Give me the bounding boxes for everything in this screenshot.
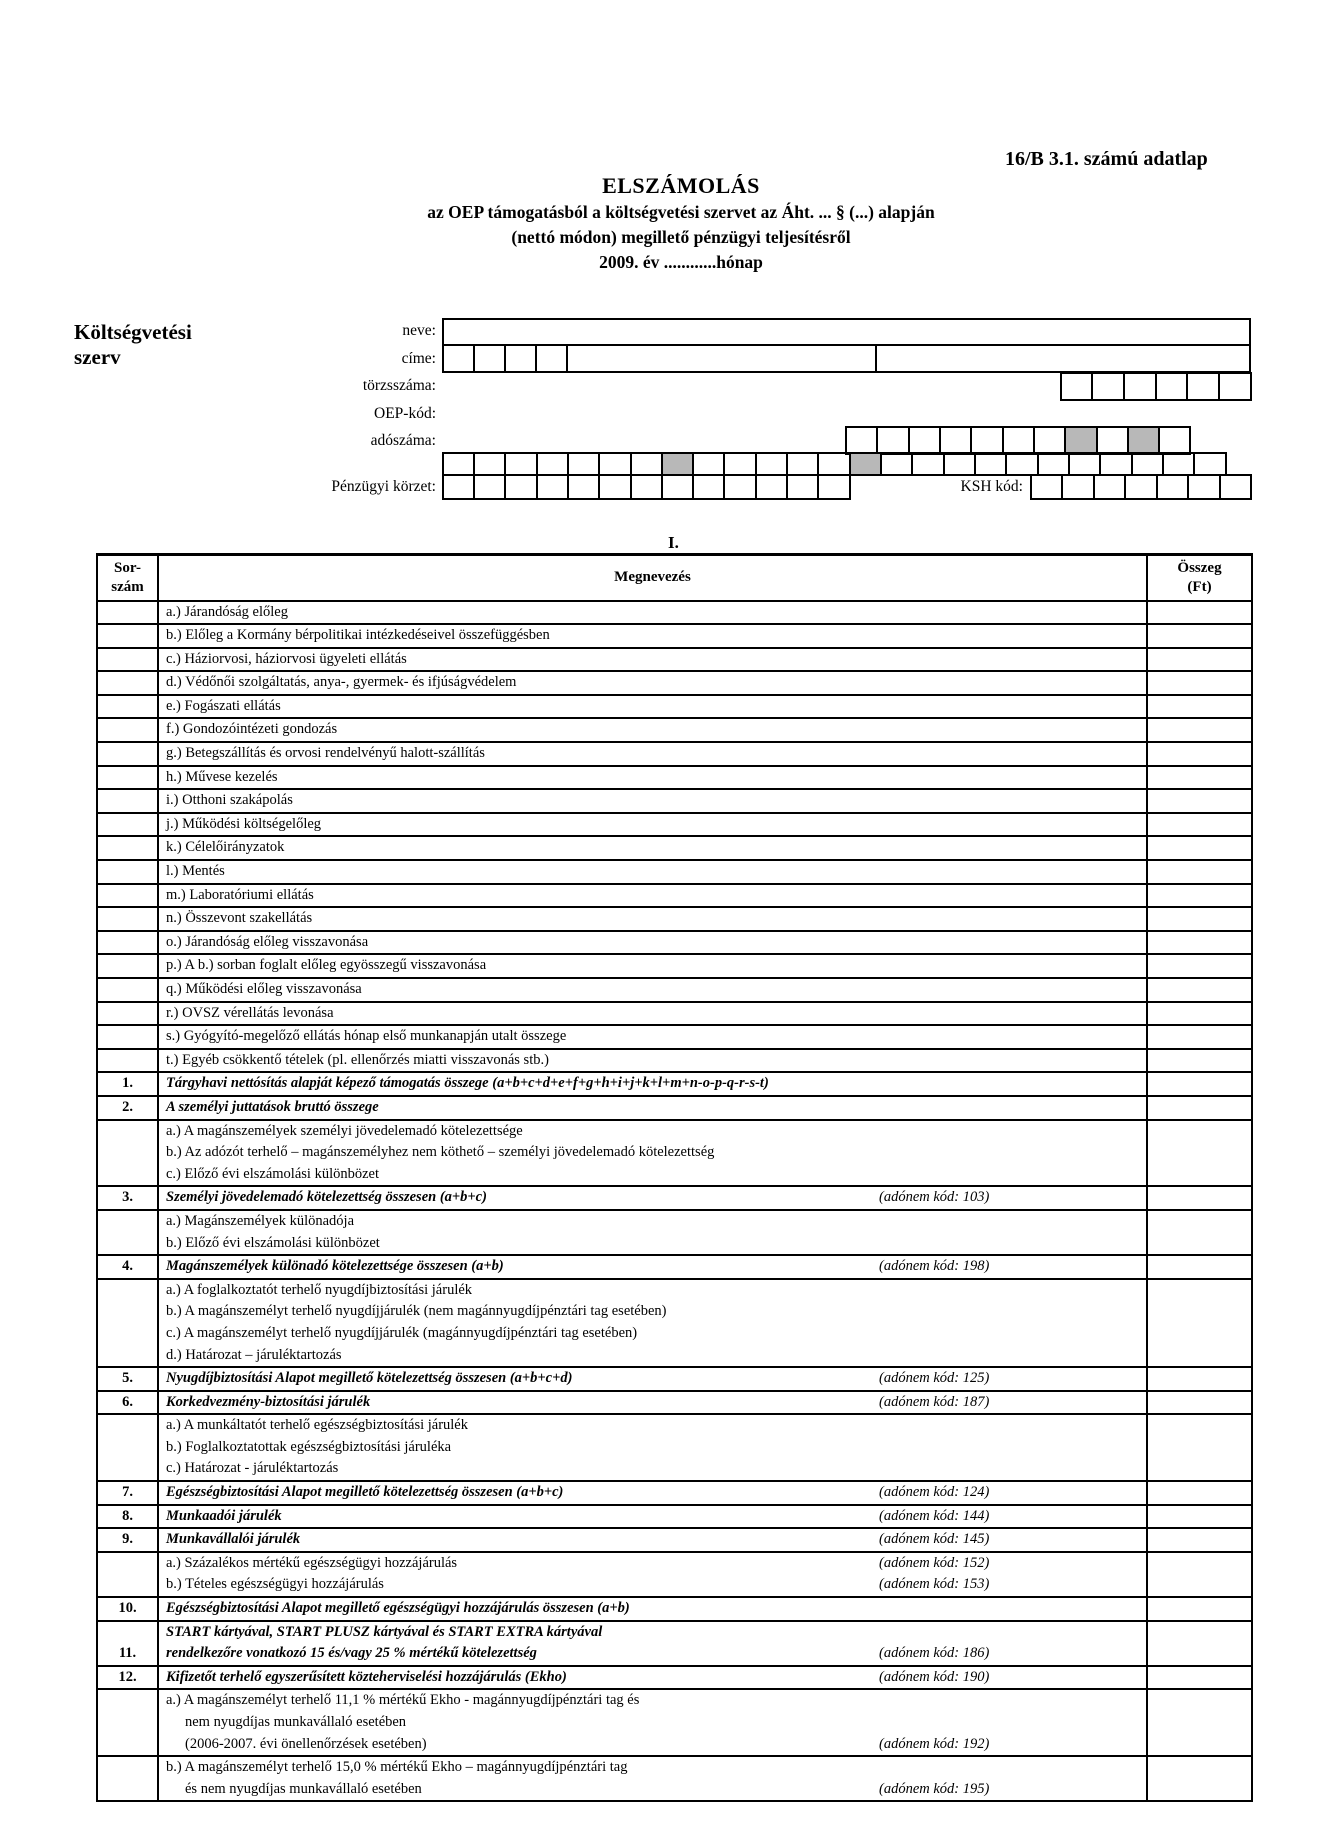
row-number [97, 1437, 158, 1459]
row-description-text: m.) Laboratóriumi ellátás [166, 886, 314, 903]
amount-cell[interactable] [1147, 1621, 1252, 1666]
amount-cell[interactable] [1147, 1666, 1252, 1690]
row-description [158, 695, 1147, 719]
row-description-text: q.) Működési előleg visszavonása [166, 981, 362, 997]
row-description-line: rendelkezőre vonatkozó 15 és/vagy 25 % mértékű kötelezettség [166, 1645, 537, 1662]
row-number [97, 813, 158, 837]
row-description [158, 601, 1147, 625]
row-description [158, 1458, 1147, 1481]
row-description-text: d.) Határozat – járuléktartozás [166, 1346, 342, 1363]
header-line-3: 2009. év ............hónap [599, 252, 763, 272]
row-description-text: b.) Előleg a Kormány bérpolitikai intézkedéseivel összefüggésben [166, 627, 550, 644]
row-description [158, 671, 1147, 695]
amount-cell[interactable] [1147, 1689, 1252, 1756]
row-description-text: b.) A magánszemélyt terhelő nyugdíjjárulék (nem magánnyugdíjpénztári tag esetében) [166, 1303, 667, 1320]
amount-cell[interactable] [1147, 624, 1252, 648]
row-number: 11. [97, 1621, 158, 1666]
row-description [158, 860, 1147, 884]
field-label-oep-kod: OEP-kód: [374, 405, 436, 422]
row-number [97, 1142, 158, 1164]
amount-cell[interactable] [1147, 742, 1252, 766]
tax-code-label: (adónem kód: 152) [879, 1554, 990, 1571]
amount-cell[interactable] [1147, 813, 1252, 837]
row-number: 9. [97, 1528, 158, 1552]
row-description [158, 1025, 1147, 1049]
amount-cell[interactable] [1147, 1233, 1252, 1256]
header-line-2: (nettó módon) megillető pénzügyi teljesítésről [511, 227, 851, 247]
neve-input[interactable] [442, 318, 1251, 346]
table-row [97, 931, 1252, 955]
table-row-total [97, 1481, 1252, 1505]
row-description-text: Korkedvezmény-biztosítási járulék [166, 1393, 371, 1410]
row-number [97, 1301, 158, 1323]
tax-code-label: (adónem kód: 124) [879, 1484, 990, 1501]
row-number [97, 1574, 158, 1597]
row-description-text: Egészségbiztosítási Alapot megillető kötelezettség összesen (a+b+c) [166, 1484, 564, 1501]
field-label-penzugyi-korzet: Pénzügyi körzet: [331, 478, 436, 495]
row-number [97, 601, 158, 625]
row-description-text: b.) Foglalkoztatottak egészségbiztosítási járuléka [166, 1438, 452, 1455]
table-row [97, 1458, 1252, 1481]
table-row [97, 1414, 1252, 1437]
row-description [158, 1301, 1147, 1323]
row-number: 1. [97, 1072, 158, 1096]
form-id-label: 16/B 3.1. számú adatlap [1005, 148, 1208, 170]
ksh-kod-cells[interactable] [1030, 474, 1252, 500]
row-description [158, 1072, 1147, 1096]
cime-postcode-cells[interactable] [442, 344, 568, 373]
row-description-text: a.) Magánszemélyek különadója [166, 1212, 355, 1229]
amount-cell[interactable] [1147, 1186, 1252, 1210]
amount-cell[interactable] [1147, 1072, 1252, 1096]
row-description [158, 766, 1147, 790]
amount-cell[interactable] [1147, 789, 1252, 813]
field-label-torzsszama: törzsszáma: [362, 377, 436, 394]
amount-cell[interactable] [1147, 1437, 1252, 1459]
table-row-total [97, 1597, 1252, 1621]
row-description-text: Munkavállalói járulék [166, 1531, 301, 1548]
row-description [158, 1437, 1147, 1459]
row-description-text: a.) Járandóság előleg [166, 603, 288, 620]
row-number [97, 1120, 158, 1143]
amount-cell[interactable] [1147, 1367, 1252, 1391]
row-description [158, 884, 1147, 908]
amount-cell[interactable] [1147, 695, 1252, 719]
row-description-text: Kifizetőt terhelő egyszerűsített közteherviselési hozzájárulás (Ekho) [166, 1668, 567, 1685]
row-description [158, 907, 1147, 931]
col-header-sorszam: Sor-szám [97, 555, 158, 601]
row-description-text: i.) Otthoni szakápolás [166, 792, 293, 809]
row-description [158, 1279, 1147, 1302]
row-description-text: b.) Előző évi elszámolási különbözet [166, 1234, 380, 1251]
row-description-text: c.) Előző évi elszámolási különbözet [166, 1165, 379, 1182]
table-row [97, 978, 1252, 1002]
row-description [158, 1597, 1147, 1621]
table-row [97, 1345, 1252, 1368]
row-description-line: a.) A magánszemélyt terhelő 11,1 % mértékű Ekho - magánnyugdíjpénztári tag és [166, 1692, 640, 1709]
row-number [97, 1323, 158, 1345]
amount-cell[interactable] [1147, 601, 1252, 625]
table-row-total [97, 1367, 1252, 1391]
cime-city-input[interactable] [566, 344, 877, 373]
row-description-text: a.) A munkáltatót terhelő egészségbiztosítási járulék [166, 1417, 468, 1434]
row-number [97, 742, 158, 766]
table-row [97, 789, 1252, 813]
row-number [97, 1233, 158, 1256]
row-number [97, 695, 158, 719]
amount-cell[interactable] [1147, 766, 1252, 790]
amount-cell[interactable] [1147, 1597, 1252, 1621]
row-description [158, 718, 1147, 742]
amount-cell[interactable] [1147, 1552, 1252, 1575]
row-number [97, 1210, 158, 1233]
org-label-line-1: Költségvetési [74, 320, 192, 344]
amount-cell[interactable] [1147, 884, 1252, 908]
row-number: 2. [97, 1096, 158, 1120]
row-description [158, 1756, 1147, 1801]
row-description-text: b.) Tételes egészségügyi hozzájárulás [166, 1576, 384, 1593]
amount-cell[interactable] [1147, 1505, 1252, 1529]
tax-code-label: (adónem kód: 103) [879, 1189, 990, 1206]
table-row [97, 1025, 1252, 1049]
row-number [97, 931, 158, 955]
table-row [97, 1164, 1252, 1187]
row-description [158, 789, 1147, 813]
row-description-text: Egészségbiztosítási Alapot megillető egészségügyi hozzájárulás összesen (a+b) [166, 1600, 630, 1617]
amount-cell[interactable] [1147, 1574, 1252, 1597]
row-number [97, 671, 158, 695]
row-description [158, 1414, 1147, 1437]
row-number [97, 718, 158, 742]
adoszam-cells[interactable] [442, 452, 1227, 476]
row-description-text: c.) A magánszemélyt terhelő nyugdíjjárulék (magánnyugdíjpénztári tag esetében) [166, 1324, 638, 1341]
row-description [158, 978, 1147, 1002]
row-description [158, 1481, 1147, 1505]
tax-code-label: (adónem kód: 186) [879, 1645, 990, 1662]
amount-cell[interactable] [1147, 1391, 1252, 1415]
row-description-text: g.) Betegszállítás és orvosi rendelvényű halott-szállítás [166, 745, 485, 762]
row-description-text: j.) Működési költségelőleg [166, 815, 322, 832]
row-description [158, 1621, 1147, 1666]
amount-cell[interactable] [1147, 1096, 1252, 1120]
row-number: 3. [97, 1186, 158, 1210]
amount-cell[interactable] [1147, 1255, 1252, 1279]
amount-cell[interactable] [1147, 1049, 1252, 1073]
row-description-text: s.) Gyógyító-megelőző ellátás hónap első munkanapján utalt összege [166, 1028, 567, 1045]
amount-cell[interactable] [1147, 1528, 1252, 1552]
row-number [97, 1458, 158, 1481]
row-description [158, 1120, 1147, 1143]
row-number: 5. [97, 1367, 158, 1391]
row-number [97, 1689, 158, 1756]
col-header-osszeg: Összeg (Ft) [1147, 555, 1252, 601]
torzsszam-cells[interactable] [1060, 372, 1252, 401]
section-title: I. [668, 533, 679, 552]
row-description [158, 1552, 1147, 1575]
row-description-text: o.) Járandóság előleg visszavonása [166, 933, 369, 950]
row-description [158, 813, 1147, 837]
row-number [97, 1164, 158, 1187]
field-label-cime: címe: [401, 350, 436, 367]
row-description [158, 1689, 1147, 1756]
row-number [97, 1025, 158, 1049]
table-row-total [97, 1096, 1252, 1120]
row-description-text: e.) Fogászati ellátás [166, 697, 281, 714]
row-number: 10. [97, 1597, 158, 1621]
table-row [97, 1689, 1252, 1756]
table-row-total [97, 1505, 1252, 1529]
row-description [158, 1255, 1147, 1279]
org-label-line-2: szerv [74, 345, 121, 369]
row-description-line: START kártyával, START PLUSZ kártyával és START EXTRA kártyával [166, 1623, 603, 1640]
header-line-1: az OEP támogatásból a költségvetési szervet az Áht. ... § (...) alapján [427, 202, 935, 222]
amount-cell[interactable] [1147, 907, 1252, 931]
table-row [97, 1279, 1252, 1302]
row-description-text: c.) Határozat - járuléktartozás [166, 1460, 339, 1477]
row-number: 8. [97, 1505, 158, 1529]
amount-cell[interactable] [1147, 1002, 1252, 1026]
row-description-text: a.) A foglalkoztatót terhelő nyugdíjbiztosítási járulék [166, 1281, 473, 1298]
table-row [97, 1437, 1252, 1459]
row-description-text: Nyugdíjbiztosítási Alapot megillető kötelezettség összesen (a+b+c+d) [166, 1370, 573, 1387]
row-number [97, 978, 158, 1002]
row-description [158, 1096, 1147, 1120]
org-label [74, 320, 192, 370]
row-description [158, 1528, 1147, 1552]
amount-cell[interactable] [1147, 1756, 1252, 1801]
row-number: 4. [97, 1255, 158, 1279]
col-header-megnevezes: Megnevezés [158, 555, 1147, 601]
table-row [97, 813, 1252, 837]
tax-code-label: (adónem kód: 125) [879, 1370, 990, 1387]
table-row-total [97, 1528, 1252, 1552]
row-description [158, 1142, 1147, 1164]
table-row [97, 671, 1252, 695]
amount-cell[interactable] [1147, 1481, 1252, 1505]
row-description [158, 1505, 1147, 1529]
row-number [97, 860, 158, 884]
tax-code-label: (adónem kód: 192) [879, 1735, 990, 1752]
row-number [97, 766, 158, 790]
row-description-line: (2006-2007. évi önellenőrzések esetében) [185, 1735, 427, 1752]
document-title: ELSZÁMOLÁS [602, 173, 760, 198]
amount-cell[interactable] [1147, 836, 1252, 860]
document-header [330, 172, 1032, 275]
tax-code-label: (adónem kód: 145) [879, 1531, 990, 1548]
row-number [97, 789, 158, 813]
row-number [97, 1002, 158, 1026]
tax-code-label: (adónem kód: 195) [879, 1780, 990, 1797]
row-description-text: l.) Mentés [166, 863, 225, 880]
field-label-adoszama: adószáma: [370, 432, 436, 449]
amount-cell[interactable] [1147, 1345, 1252, 1368]
amount-cell[interactable] [1147, 931, 1252, 955]
row-number [97, 1414, 158, 1437]
row-description-text: c.) Háziorvosi, háziorvosi ügyeleti ellátás [166, 650, 407, 667]
table-row [97, 718, 1252, 742]
tax-code-label: (adónem kód: 187) [879, 1393, 990, 1410]
row-number: 6. [97, 1391, 158, 1415]
row-description-line: nem nyugdíjas munkavállaló esetében [185, 1714, 407, 1730]
amount-cell[interactable] [1147, 1164, 1252, 1187]
row-description-text: r.) OVSZ vérellátás levonása [166, 1004, 334, 1021]
table-row [97, 1552, 1252, 1575]
table-row [97, 648, 1252, 672]
row-description-line: b.) A magánszemélyt terhelő 15,0 % mértékű Ekho – magánnyugdíjpénztári tag [166, 1759, 628, 1776]
table-row [97, 1323, 1252, 1345]
row-description-text: p.) A b.) sorban foglalt előleg egyösszegű visszavonása [166, 957, 487, 974]
row-number [97, 907, 158, 931]
field-label-neve: neve: [402, 322, 436, 339]
table-row [97, 766, 1252, 790]
table-row [97, 601, 1252, 625]
row-description [158, 1574, 1147, 1597]
amount-cell[interactable] [1147, 1414, 1252, 1437]
table-row [97, 1142, 1252, 1164]
table-row [97, 695, 1252, 719]
row-number [97, 1345, 158, 1368]
amount-cell[interactable] [1147, 860, 1252, 884]
row-description [158, 1233, 1147, 1256]
amount-cell[interactable] [1147, 978, 1252, 1002]
row-description [158, 1323, 1147, 1345]
amount-cell[interactable] [1147, 1025, 1252, 1049]
row-description [158, 1002, 1147, 1026]
table-row [97, 1301, 1252, 1323]
row-description [158, 931, 1147, 955]
table-row [97, 742, 1252, 766]
table-row [97, 624, 1252, 648]
amount-cell[interactable] [1147, 1120, 1252, 1143]
row-description [158, 1186, 1147, 1210]
row-description [158, 1164, 1147, 1187]
table-row-total [97, 1391, 1252, 1415]
amount-cell[interactable] [1147, 671, 1252, 695]
row-description [158, 836, 1147, 860]
table-row [97, 954, 1252, 978]
row-description-text: t.) Egyéb csökkentő tételek (pl. ellenőrzés miatti visszavonás stb.) [166, 1051, 549, 1068]
table-row-total [97, 1186, 1252, 1210]
row-description [158, 1666, 1147, 1690]
row-description [158, 1210, 1147, 1233]
row-number [97, 624, 158, 648]
row-number: 12. [97, 1666, 158, 1690]
row-description [158, 1367, 1147, 1391]
amount-cell[interactable] [1147, 954, 1252, 978]
oep-adoszam-cells[interactable] [845, 426, 1191, 455]
row-description-text: Személyi jövedelemadó kötelezettség összesen (a+b+c) [166, 1189, 487, 1206]
row-description [158, 1049, 1147, 1073]
row-description [158, 1345, 1147, 1368]
row-description-text: b.) Az adózót terhelő – magánszemélyhez nem köthető – személyi jövedelemadó kötelezettség [166, 1144, 715, 1161]
row-description [158, 624, 1147, 648]
table-row [97, 1049, 1252, 1073]
row-number [97, 1552, 158, 1575]
row-description [158, 954, 1147, 978]
table-row-total [97, 1255, 1252, 1279]
table-row-total [97, 1621, 1252, 1666]
table-row [97, 884, 1252, 908]
row-description-text: Magánszemélyek különadó kötelezettsége összesen (a+b) [166, 1258, 504, 1275]
tax-code-label: (adónem kód: 144) [879, 1507, 990, 1524]
row-description-text: Munkaadói járulék [166, 1507, 282, 1524]
amount-cell[interactable] [1147, 1323, 1252, 1345]
table-row-total [97, 1666, 1252, 1690]
row-number [97, 836, 158, 860]
tax-code-label: (adónem kód: 190) [879, 1668, 990, 1685]
row-description-line: és nem nyugdíjas munkavállaló esetében [185, 1780, 422, 1797]
table-row [97, 1002, 1252, 1026]
penzugyi-korzet-cells[interactable] [442, 474, 851, 500]
amount-cell[interactable] [1147, 1210, 1252, 1233]
amount-cell[interactable] [1147, 718, 1252, 742]
row-number [97, 1049, 158, 1073]
row-description [158, 1391, 1147, 1415]
row-number [97, 1279, 158, 1302]
row-description [158, 742, 1147, 766]
accounting-table [96, 553, 1253, 1802]
table-row [97, 860, 1252, 884]
table-row [97, 1210, 1252, 1233]
row-description-text: Tárgyhavi nettósítás alapját képező támogatás összege (a+b+c+d+e+f+g+h+i+j+k+l+m+n-o-p-q-r-s-t) [166, 1075, 769, 1092]
table-row [97, 1120, 1252, 1143]
field-label-ksh-kod: KSH kód: [960, 478, 1023, 495]
amount-cell[interactable] [1147, 1142, 1252, 1164]
table-row [97, 1756, 1252, 1801]
cime-address-input[interactable] [875, 344, 1251, 373]
amount-cell[interactable] [1147, 1458, 1252, 1481]
row-description [158, 648, 1147, 672]
row-description-text: n.) Összevont szakellátás [166, 910, 313, 927]
row-description-text: k.) Célelőirányzatok [166, 839, 285, 856]
table-row [97, 836, 1252, 860]
row-description-text: a.) Százalékos mértékű egészségügyi hozzájárulás [166, 1554, 458, 1571]
table-row-total [97, 1072, 1252, 1096]
row-description-text: A személyi juttatások bruttó összege [166, 1098, 379, 1115]
tax-code-label: (adónem kód: 153) [879, 1576, 990, 1593]
amount-cell[interactable] [1147, 1279, 1252, 1302]
row-description-text: f.) Gondozóintézeti gondozás [166, 721, 338, 738]
row-description-text: d.) Védőnői szolgáltatás, anya-, gyermek- és ifjúságvédelem [166, 674, 517, 691]
row-description-text: a.) A magánszemélyek személyi jövedelemadó kötelezettsége [166, 1122, 523, 1139]
table-row [97, 907, 1252, 931]
row-number [97, 648, 158, 672]
row-number [97, 954, 158, 978]
amount-cell[interactable] [1147, 648, 1252, 672]
row-description-text: h.) Művese kezelés [166, 768, 278, 785]
row-number: 7. [97, 1481, 158, 1505]
table-row [97, 1233, 1252, 1256]
table-row [97, 1574, 1252, 1597]
amount-cell[interactable] [1147, 1301, 1252, 1323]
tax-code-label: (adónem kód: 198) [879, 1258, 990, 1275]
row-number [97, 884, 158, 908]
row-number [97, 1756, 158, 1801]
